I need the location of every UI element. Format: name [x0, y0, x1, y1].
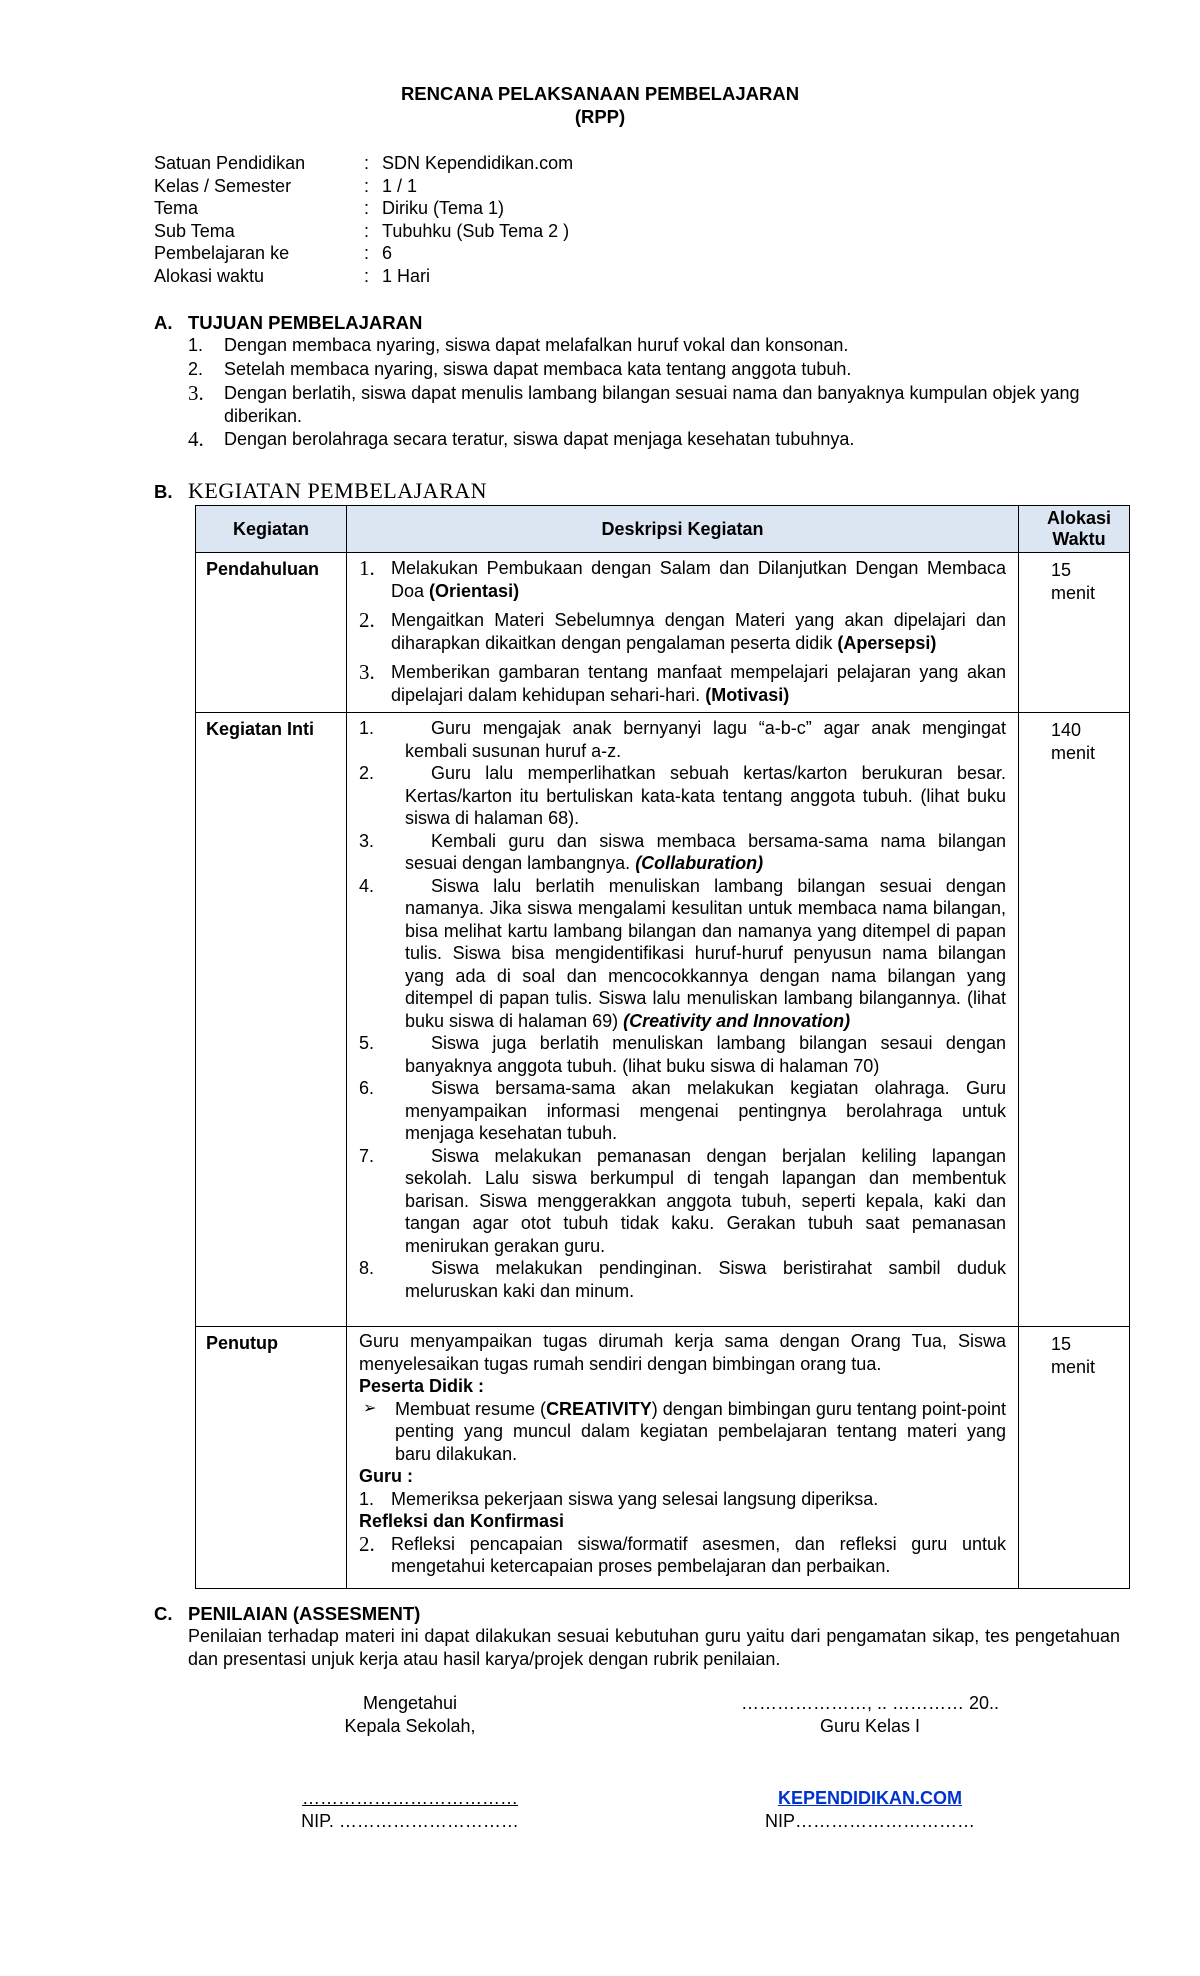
list-item: 2. Guru lalu memperlihatkan sebuah kertas/karton berukuran besar. Kertas/karton itu bertuliskan kata-kata tentang anggota tubuh. (lihat buku siswa di halaman 68).: [359, 763, 1006, 828]
signature-left-name: ……………………………… NIP. …………………………: [301, 1788, 519, 1831]
time-pendahuluan: 15 menit: [1019, 553, 1130, 713]
list-item: 2. Mengaitkan Materi Sebelumnya dengan Materi yang akan dipelajari dan diharapkan dikaitkan dengan pengalaman peserta didik (Apersepsi): [359, 608, 1006, 653]
list-item: 3. Kembali guru dan siswa membaca bersama-sama nama bilangan sesuai dengan lambangnya. (Collaburation): [359, 830, 1006, 873]
peserta-label: Peserta Didik :: [359, 1376, 485, 1396]
time-penutup: 15 menit: [1019, 1327, 1130, 1589]
table-row: [196, 1327, 1130, 1589]
phase-kegiatan-inti: Kegiatan Inti: [196, 713, 347, 1327]
section-b-heading: B. KEGIATAN PEMBELAJARAN: [154, 478, 488, 503]
kependidikan-link[interactable]: KEPENDIDIKAN.COM: [777, 1788, 962, 1808]
title-line-2: (RPP): [574, 106, 626, 127]
title-line-1: RENCANA PELAKSANAAN PEMBELAJARAN: [400, 83, 800, 104]
table-row: [196, 553, 1130, 713]
info-value: 6: [382, 243, 393, 263]
section-a-heading: A. TUJUAN PEMBELAJARAN: [154, 312, 423, 333]
document-title: [0, 82, 1200, 128]
info-row: Tema : Diriku (Tema 1): [154, 198, 505, 218]
guru-label: Guru :: [359, 1466, 413, 1486]
info-row: Pembelajaran ke : 6: [154, 243, 393, 263]
time-kegiatan-inti: 140 menit: [1019, 713, 1130, 1327]
activities-table: [195, 505, 1130, 1589]
table-header-row: [196, 506, 1130, 553]
list-item: 1. Memeriksa pekerjaan siswa yang selesai langsung diperiksa.: [359, 1488, 879, 1509]
section-c-heading: C. PENILAIAN (ASSESMENT): [154, 1603, 421, 1624]
list-item: 3. Dengan berlatih, siswa dapat menulis lambang bilangan sesuai nama dan banyaknya kumpulan objek yang diberikan.: [188, 381, 1080, 426]
phase-penutup: Penutup: [196, 1327, 347, 1589]
list-item: 1. Guru mengajak anak bernyanyi lagu “a-b-c” agar anak mengingat kembali susunan huruf a-z.: [359, 718, 1006, 761]
list-item: 6. Siswa bersama-sama akan melakukan kegiatan olahraga. Guru menyampaikan informasi mengenai pentingnya berolahraga untuk menjaga kesehatan tubuh.: [359, 1078, 1006, 1143]
info-row: Alokasi waktu : 1 Hari: [154, 265, 431, 286]
header-deskripsi: Deskripsi Kegiatan: [347, 506, 1019, 553]
list-item: 7. Siswa melakukan pemanasan dengan berjalan keliling lapangan sekolah. Lalu siswa berkumpul di tengah lapangan dan membentuk barisan. Siswa menggerakkan anggota tubuh, seperti kepala, kaki dan tangan agar otot tubuh tidak kaku. Gerakan tubuh saat pemanasan menirukan gerakan guru.: [359, 1145, 1006, 1256]
phase-pendahuluan: Pendahuluan: [196, 553, 347, 713]
objectives-list: [188, 334, 1120, 451]
info-value: Tubuhku (Sub Tema 2 ): [382, 220, 570, 241]
signature-right-name: KEPENDIDIKAN.COM NIP…………………………: [740, 1787, 1000, 1833]
desc-penutup: [347, 1327, 1019, 1589]
list-item: 1. Melakukan Pembukaan dengan Salam dan Dilanjutkan Dengan Membaca Doa (Orientasi): [359, 556, 1006, 601]
signature-right: …………………, .. ………… 20.. Guru Kelas I: [740, 1693, 1000, 1736]
arrow-bullet-icon: ➢: [363, 1399, 377, 1417]
list-item: 3. Memberikan gambaran tentang manfaat mempelajari pelajaran yang akan dipelajari dalam kehidupan sehari-hari. (Motivasi): [359, 660, 1006, 705]
desc-pendahuluan: [347, 553, 1019, 713]
info-value: 1 / 1: [382, 175, 418, 196]
assessment-text: Penilaian terhadap materi ini dapat dilakukan sesuai kebutuhan guru yaitu dari pengamatan sikap, tes pengetahuan dan presentasi unjuk kerja atau hasil karya/projek dengan rubrik penilaian.: [188, 1626, 1120, 1669]
header-kegiatan: Kegiatan: [196, 506, 347, 553]
list-item: 2. Refleksi pencapaian siswa/formatif asesmen, dan refleksi guru untuk mengetahui ketercapaian proses pembelajaran dan perbaikan.: [359, 1531, 1006, 1576]
info-value: SDN Kependidikan.com: [382, 153, 574, 173]
list-item: ➢ Membuat resume (CREATIVITY) dengan bimbingan guru tentang point-point penting yang muncul dalam kegiatan pembelajaran tentang materi yang baru dilakukan.: [359, 1398, 1006, 1466]
list-item: 1. Dengan membaca nyaring, siswa dapat melafalkan huruf vokal dan konsonan.: [188, 335, 849, 355]
info-value: Diriku (Tema 1): [382, 198, 505, 218]
table-row: [196, 713, 1130, 1327]
list-item: 4. Dengan berolahraga secara teratur, siswa dapat menjaga kesehatan tubuhnya.: [188, 427, 855, 451]
identity-block: [154, 152, 573, 287]
penutup-intro: Guru menyampaikan tugas dirumah kerja sama dengan Orang Tua, Siswa menyelesaikan tugas rumah sendiri dengan bimbingan orang tua.: [359, 1331, 1006, 1374]
list-item: 2. Setelah membaca nyaring, siswa dapat membaca kata tentang anggota tubuh.: [188, 358, 852, 379]
desc-kegiatan-inti: [347, 713, 1019, 1327]
list-item: 8. Siswa melakukan pendinginan. Siswa beristirahat sambil duduk meluruskan kaki dan minum.: [359, 1258, 1006, 1301]
info-value: 1 Hari: [382, 265, 431, 286]
refleksi-label: Refleksi dan Konfirmasi: [359, 1511, 565, 1531]
signature-left: Mengetahui Kepala Sekolah,: [344, 1693, 476, 1736]
info-row: Satuan Pendidikan : SDN Kependidikan.com: [154, 153, 574, 173]
header-alokasi: Alokasi Waktu: [1019, 506, 1130, 553]
info-row: Sub Tema : Tubuhku (Sub Tema 2 ): [154, 220, 570, 241]
info-row: Kelas / Semester : 1 / 1: [154, 175, 418, 196]
list-item: 4. Siswa lalu berlatih menuliskan lambang bilangan sesuai dengan namanya. Jika siswa mengalami kesulitan untuk membaca nama bilangan, bisa melihat kartu lambang bilangan dan namanya yang ditempel di papan tulis. Siswa bisa mengidentifikasi huruf-huruf penyusun nama bilangan yang ada di soal dan mencocokkannya dengan nama bilangan yang ditempel di papan tulis. Siswa lalu menuliskan lambang bilangannya. (lihat buku siswa di halaman 69) (Creativity and Innovation): [359, 875, 1006, 1031]
list-item: 5. Siswa juga berlatih menuliskan lambang bilangan sesaui dengan banyaknya anggota tubuh. (lihat buku siswa di halaman 70): [359, 1033, 1006, 1076]
